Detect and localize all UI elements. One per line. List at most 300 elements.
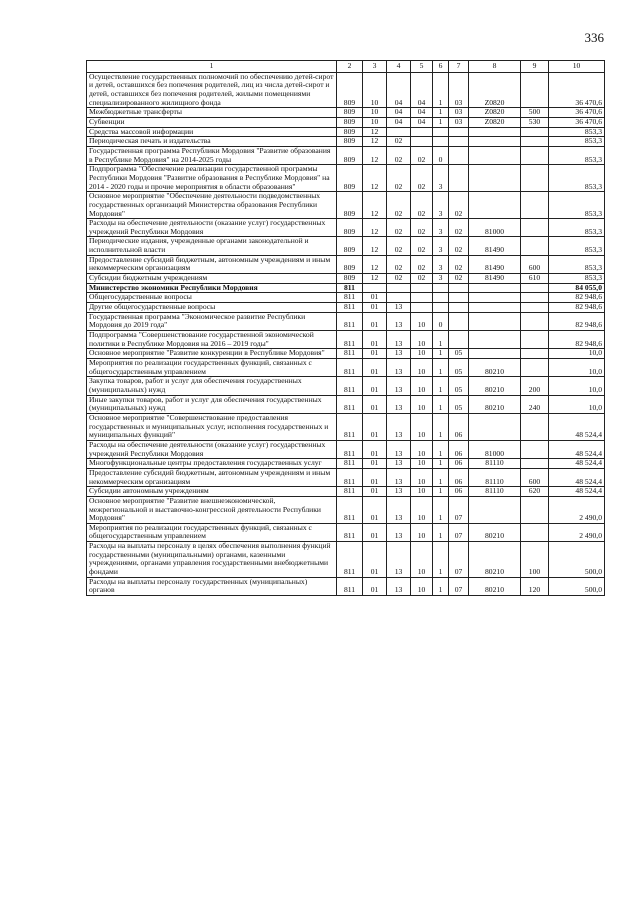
amount-value: 82 948,6 bbox=[549, 312, 605, 330]
subprogram-code bbox=[433, 283, 449, 293]
budget-item-name: Основное мероприятие "Развитие внешнеэкономической, межрегиональной и выставочно-конгрессной деятельности Республики Мордовия" bbox=[87, 496, 337, 523]
program-code: 10 bbox=[411, 413, 433, 440]
ministry-code: 809 bbox=[337, 137, 363, 147]
ministry-code: 811 bbox=[337, 440, 363, 458]
section-code: 01 bbox=[363, 312, 387, 330]
program-code: 10 bbox=[411, 312, 433, 330]
subsection-code bbox=[387, 293, 411, 303]
amount-value: 2 490,0 bbox=[549, 496, 605, 523]
program-code: 10 bbox=[411, 468, 433, 486]
subprogram-code: 0 bbox=[433, 312, 449, 330]
direction-code: 81490 bbox=[469, 274, 521, 284]
budget-item-name: Министерство экономики Республики Мордовия bbox=[87, 283, 337, 293]
column-header: 4 bbox=[387, 61, 411, 73]
event-code: 05 bbox=[449, 395, 469, 413]
budget-item-name: Средства массовой информации bbox=[87, 127, 337, 137]
budget-item-name: Предоставление субсидий бюджетным, автономным учреждениям и иным некоммерческим организациям bbox=[87, 255, 337, 273]
amount-value: 853,3 bbox=[549, 146, 605, 164]
program-code: 10 bbox=[411, 359, 433, 377]
program-code: 10 bbox=[411, 523, 433, 541]
expense-type-code bbox=[521, 459, 549, 469]
direction-code: 80210 bbox=[469, 359, 521, 377]
direction-code: 80210 bbox=[469, 577, 521, 595]
subsection-code: 02 bbox=[387, 137, 411, 147]
section-code: 10 bbox=[363, 117, 387, 127]
program-code: 04 bbox=[411, 72, 433, 108]
program-code: 02 bbox=[411, 192, 433, 219]
amount-value: 10,0 bbox=[549, 359, 605, 377]
ministry-code: 809 bbox=[337, 146, 363, 164]
table-row bbox=[87, 72, 605, 108]
subsection-code: 13 bbox=[387, 577, 411, 595]
subsection-code: 13 bbox=[387, 542, 411, 578]
subsection-code: 13 bbox=[387, 349, 411, 359]
column-header: 1 bbox=[87, 61, 337, 73]
program-code: 10 bbox=[411, 487, 433, 497]
direction-code: 80210 bbox=[469, 395, 521, 413]
expense-type-code: 200 bbox=[521, 377, 549, 395]
subprogram-code: 0 bbox=[433, 146, 449, 164]
program-code: 10 bbox=[411, 459, 433, 469]
amount-value: 10,0 bbox=[549, 349, 605, 359]
event-code bbox=[449, 312, 469, 330]
budget-item-name: Субвенции bbox=[87, 117, 337, 127]
expense-type-code: 620 bbox=[521, 487, 549, 497]
expense-type-code bbox=[521, 219, 549, 237]
subprogram-code: 1 bbox=[433, 542, 449, 578]
event-code: 02 bbox=[449, 192, 469, 219]
section-code: 12 bbox=[363, 237, 387, 255]
column-header: 10 bbox=[549, 61, 605, 73]
subsection-code: 02 bbox=[387, 165, 411, 192]
amount-value: 84 055,0 bbox=[549, 283, 605, 293]
event-code bbox=[449, 127, 469, 137]
table-row bbox=[87, 219, 605, 237]
event-code: 06 bbox=[449, 440, 469, 458]
direction-code bbox=[469, 146, 521, 164]
column-header: 2 bbox=[337, 61, 363, 73]
amount-value: 853,3 bbox=[549, 255, 605, 273]
event-code: 07 bbox=[449, 523, 469, 541]
subsection-code: 13 bbox=[387, 312, 411, 330]
ministry-code: 809 bbox=[337, 255, 363, 273]
table-row bbox=[87, 312, 605, 330]
subsection-code bbox=[387, 127, 411, 137]
amount-value: 36 470,6 bbox=[549, 72, 605, 108]
expense-type-code bbox=[521, 440, 549, 458]
budget-item-name: Подпрограмма "Обеспечение реализации государственной программы Республики Мордовия "Развитие образования в Республике Мордовия" на 2014 - 2020 годы и прочие мероприятия в области образования" bbox=[87, 165, 337, 192]
budget-item-name: Основное мероприятие "Развитие конкуренции в Республике Мордовия" bbox=[87, 349, 337, 359]
direction-code: 80210 bbox=[469, 542, 521, 578]
direction-code: 81490 bbox=[469, 255, 521, 273]
program-code: 10 bbox=[411, 331, 433, 349]
direction-code bbox=[469, 127, 521, 137]
section-code: 01 bbox=[363, 487, 387, 497]
table-row bbox=[87, 108, 605, 118]
subprogram-code: 1 bbox=[433, 487, 449, 497]
ministry-code: 811 bbox=[337, 523, 363, 541]
amount-value: 48 524,4 bbox=[549, 487, 605, 497]
amount-value: 500,0 bbox=[549, 542, 605, 578]
program-code: 02 bbox=[411, 146, 433, 164]
ministry-code: 809 bbox=[337, 108, 363, 118]
direction-code bbox=[469, 496, 521, 523]
section-code: 12 bbox=[363, 255, 387, 273]
event-code: 06 bbox=[449, 413, 469, 440]
direction-code: 81000 bbox=[469, 440, 521, 458]
table-row bbox=[87, 127, 605, 137]
subprogram-code: 3 bbox=[433, 237, 449, 255]
event-code: 03 bbox=[449, 108, 469, 118]
subprogram-code: 1 bbox=[433, 523, 449, 541]
expense-type-code: 100 bbox=[521, 542, 549, 578]
subprogram-code: 1 bbox=[433, 413, 449, 440]
expense-type-code bbox=[521, 137, 549, 147]
direction-code bbox=[469, 192, 521, 219]
amount-value: 36 470,6 bbox=[549, 108, 605, 118]
column-header: 8 bbox=[469, 61, 521, 73]
budget-item-name: Субсидии бюджетным учреждениям bbox=[87, 274, 337, 284]
budget-item-name: Общегосударственные вопросы bbox=[87, 293, 337, 303]
column-header: 5 bbox=[411, 61, 433, 73]
amount-value: 853,3 bbox=[549, 165, 605, 192]
program-code: 02 bbox=[411, 237, 433, 255]
ministry-code: 811 bbox=[337, 459, 363, 469]
event-code bbox=[449, 137, 469, 147]
subprogram-code: 1 bbox=[433, 331, 449, 349]
expense-type-code bbox=[521, 146, 549, 164]
budget-item-name: Субсидии автономным учреждениям bbox=[87, 487, 337, 497]
subsection-code: 13 bbox=[387, 468, 411, 486]
subsection-code: 02 bbox=[387, 219, 411, 237]
program-code: 02 bbox=[411, 255, 433, 273]
ministry-code: 809 bbox=[337, 192, 363, 219]
ministry-code: 811 bbox=[337, 542, 363, 578]
ministry-code: 811 bbox=[337, 283, 363, 293]
section-code: 01 bbox=[363, 377, 387, 395]
expense-type-code bbox=[521, 165, 549, 192]
amount-value: 500,0 bbox=[549, 577, 605, 595]
subsection-code: 02 bbox=[387, 146, 411, 164]
subprogram-code bbox=[433, 137, 449, 147]
amount-value: 853,3 bbox=[549, 192, 605, 219]
expense-type-code: 530 bbox=[521, 117, 549, 127]
amount-value: 48 524,4 bbox=[549, 468, 605, 486]
event-code bbox=[449, 283, 469, 293]
expense-type-code bbox=[521, 349, 549, 359]
ministry-code: 811 bbox=[337, 395, 363, 413]
subprogram-code: 1 bbox=[433, 577, 449, 595]
subprogram-code: 3 bbox=[433, 274, 449, 284]
subsection-code: 04 bbox=[387, 108, 411, 118]
subsection-code: 13 bbox=[387, 440, 411, 458]
subsection-code: 04 bbox=[387, 72, 411, 108]
section-code: 12 bbox=[363, 165, 387, 192]
budget-item-name: Основное мероприятие "Совершенствование предоставления государственных и муниципальных услуг, исполнения государственных и муниципальных функций" bbox=[87, 413, 337, 440]
budget-item-name: Государственная программа Республики Мордовия "Развитие образования в Республике Мордовия" на 2014-2025 годы bbox=[87, 146, 337, 164]
table-row bbox=[87, 496, 605, 523]
program-code: 02 bbox=[411, 274, 433, 284]
ministry-code: 811 bbox=[337, 577, 363, 595]
budget-item-name: Мероприятия по реализации государственных функций, связанных с общегосударственным управлением bbox=[87, 359, 337, 377]
event-code: 06 bbox=[449, 468, 469, 486]
event-code: 02 bbox=[449, 219, 469, 237]
subsection-code: 13 bbox=[387, 459, 411, 469]
table-row bbox=[87, 274, 605, 284]
subprogram-code: 1 bbox=[433, 72, 449, 108]
program-code: 02 bbox=[411, 165, 433, 192]
subprogram-code bbox=[433, 293, 449, 303]
table-row bbox=[87, 577, 605, 595]
direction-code: 81490 bbox=[469, 237, 521, 255]
section-code: 01 bbox=[363, 496, 387, 523]
ministry-code: 809 bbox=[337, 274, 363, 284]
column-header: 7 bbox=[449, 61, 469, 73]
amount-value: 2 490,0 bbox=[549, 523, 605, 541]
page-number: 336 bbox=[584, 30, 604, 45]
amount-value: 10,0 bbox=[549, 377, 605, 395]
event-code: 07 bbox=[449, 577, 469, 595]
section-code: 10 bbox=[363, 108, 387, 118]
amount-value: 10,0 bbox=[549, 395, 605, 413]
subprogram-code: 1 bbox=[433, 349, 449, 359]
subprogram-code: 1 bbox=[433, 395, 449, 413]
subsection-code: 13 bbox=[387, 331, 411, 349]
table-row bbox=[87, 283, 605, 293]
amount-value: 82 948,6 bbox=[549, 293, 605, 303]
table-row bbox=[87, 440, 605, 458]
direction-code: Z0820 bbox=[469, 72, 521, 108]
column-header: 6 bbox=[433, 61, 449, 73]
subprogram-code: 1 bbox=[433, 459, 449, 469]
section-code: 01 bbox=[363, 395, 387, 413]
ministry-code: 811 bbox=[337, 359, 363, 377]
budget-item-name: Подпрограмма "Совершенствование государственной экономической политики в Республике Мордовия на 2016 – 2019 годы" bbox=[87, 331, 337, 349]
direction-code bbox=[469, 137, 521, 147]
section-code: 12 bbox=[363, 127, 387, 137]
direction-code bbox=[469, 303, 521, 313]
table-row bbox=[87, 542, 605, 578]
section-code bbox=[363, 283, 387, 293]
table-row bbox=[87, 468, 605, 486]
ministry-code: 809 bbox=[337, 165, 363, 192]
subsection-code: 13 bbox=[387, 496, 411, 523]
amount-value: 82 948,6 bbox=[549, 303, 605, 313]
section-code: 12 bbox=[363, 192, 387, 219]
subsection-code: 13 bbox=[387, 413, 411, 440]
expense-type-code: 240 bbox=[521, 395, 549, 413]
subprogram-code: 1 bbox=[433, 468, 449, 486]
expense-type-code bbox=[521, 127, 549, 137]
ministry-code: 811 bbox=[337, 413, 363, 440]
subprogram-code bbox=[433, 303, 449, 313]
program-code bbox=[411, 283, 433, 293]
subprogram-code: 3 bbox=[433, 165, 449, 192]
direction-code bbox=[469, 331, 521, 349]
table-row bbox=[87, 359, 605, 377]
amount-value: 853,3 bbox=[549, 219, 605, 237]
section-code: 01 bbox=[363, 359, 387, 377]
direction-code: Z0820 bbox=[469, 108, 521, 118]
subsection-code: 13 bbox=[387, 523, 411, 541]
budget-table bbox=[86, 60, 605, 596]
table-row bbox=[87, 237, 605, 255]
ministry-code: 809 bbox=[337, 117, 363, 127]
budget-item-name: Закупка товаров, работ и услуг для обеспечения государственных (муниципальных) нужд bbox=[87, 377, 337, 395]
amount-value: 48 524,4 bbox=[549, 459, 605, 469]
program-code: 10 bbox=[411, 395, 433, 413]
expense-type-code bbox=[521, 192, 549, 219]
subsection-code: 13 bbox=[387, 359, 411, 377]
column-header: 9 bbox=[521, 61, 549, 73]
header-row bbox=[87, 61, 605, 73]
expense-type-code bbox=[521, 283, 549, 293]
event-code: 07 bbox=[449, 496, 469, 523]
table-row bbox=[87, 146, 605, 164]
expense-type-code: 500 bbox=[521, 108, 549, 118]
expense-type-code bbox=[521, 237, 549, 255]
table-row bbox=[87, 349, 605, 359]
table-row bbox=[87, 117, 605, 127]
subsection-code: 13 bbox=[387, 377, 411, 395]
direction-code bbox=[469, 293, 521, 303]
amount-value: 853,3 bbox=[549, 274, 605, 284]
expense-type-code: 120 bbox=[521, 577, 549, 595]
event-code bbox=[449, 146, 469, 164]
budget-item-name: Расходы на обеспечение деятельности (оказание услуг) государственных учреждений Республики Мордовия bbox=[87, 440, 337, 458]
subprogram-code: 1 bbox=[433, 117, 449, 127]
subprogram-code: 3 bbox=[433, 192, 449, 219]
table-row bbox=[87, 395, 605, 413]
budget-item-name: Периодическая печать и издательства bbox=[87, 137, 337, 147]
section-code: 01 bbox=[363, 542, 387, 578]
section-code: 12 bbox=[363, 146, 387, 164]
section-code: 12 bbox=[363, 274, 387, 284]
table-row bbox=[87, 487, 605, 497]
amount-value: 853,3 bbox=[549, 127, 605, 137]
amount-value: 853,3 bbox=[549, 237, 605, 255]
subsection-code: 13 bbox=[387, 303, 411, 313]
section-code: 01 bbox=[363, 459, 387, 469]
event-code bbox=[449, 303, 469, 313]
ministry-code: 811 bbox=[337, 468, 363, 486]
section-code: 12 bbox=[363, 219, 387, 237]
event-code: 07 bbox=[449, 542, 469, 578]
table-row bbox=[87, 523, 605, 541]
table-row bbox=[87, 165, 605, 192]
direction-code bbox=[469, 283, 521, 293]
program-code: 10 bbox=[411, 440, 433, 458]
expense-type-code bbox=[521, 72, 549, 108]
event-code: 02 bbox=[449, 255, 469, 273]
ministry-code: 809 bbox=[337, 237, 363, 255]
ministry-code: 811 bbox=[337, 487, 363, 497]
section-code: 12 bbox=[363, 137, 387, 147]
event-code: 03 bbox=[449, 72, 469, 108]
direction-code: 80210 bbox=[469, 523, 521, 541]
table-row bbox=[87, 331, 605, 349]
ministry-code: 811 bbox=[337, 331, 363, 349]
subprogram-code: 3 bbox=[433, 255, 449, 273]
budget-item-name: Основное мероприятие "Обеспечение деятельности подведомственных государственных организаций Министерства образования Республики Мордовия" bbox=[87, 192, 337, 219]
subprogram-code: 1 bbox=[433, 108, 449, 118]
budget-item-name: Расходы на выплаты персоналу государственных (муниципальных) органов bbox=[87, 577, 337, 595]
ministry-code: 811 bbox=[337, 349, 363, 359]
section-code: 01 bbox=[363, 293, 387, 303]
direction-code bbox=[469, 349, 521, 359]
event-code bbox=[449, 165, 469, 192]
section-code: 01 bbox=[363, 413, 387, 440]
section-code: 01 bbox=[363, 468, 387, 486]
ministry-code: 811 bbox=[337, 377, 363, 395]
ministry-code: 809 bbox=[337, 219, 363, 237]
program-code bbox=[411, 137, 433, 147]
ministry-code: 809 bbox=[337, 72, 363, 108]
direction-code: 81110 bbox=[469, 468, 521, 486]
direction-code: 80210 bbox=[469, 377, 521, 395]
column-header: 3 bbox=[363, 61, 387, 73]
budget-item-name: Другие общегосударственные вопросы bbox=[87, 303, 337, 313]
budget-item-name: Расходы на обеспечение деятельности (оказание услуг) государственных учреждений Республики Мордовия bbox=[87, 219, 337, 237]
expense-type-code bbox=[521, 523, 549, 541]
budget-item-name: Мероприятия по реализации государственных функций, связанных с общегосударственным управлением bbox=[87, 523, 337, 541]
program-code: 04 bbox=[411, 117, 433, 127]
expense-type-code bbox=[521, 413, 549, 440]
program-code bbox=[411, 293, 433, 303]
amount-value: 82 948,6 bbox=[549, 331, 605, 349]
subsection-code: 04 bbox=[387, 117, 411, 127]
ministry-code: 811 bbox=[337, 312, 363, 330]
direction-code bbox=[469, 413, 521, 440]
section-code: 01 bbox=[363, 523, 387, 541]
subsection-code: 13 bbox=[387, 395, 411, 413]
direction-code: 81110 bbox=[469, 459, 521, 469]
budget-item-name: Предоставление субсидий бюджетным, автономным учреждениям и иным некоммерческим организациям bbox=[87, 468, 337, 486]
subprogram-code bbox=[433, 127, 449, 137]
subprogram-code: 1 bbox=[433, 377, 449, 395]
table-row bbox=[87, 192, 605, 219]
program-code bbox=[411, 303, 433, 313]
event-code: 06 bbox=[449, 459, 469, 469]
section-code: 01 bbox=[363, 349, 387, 359]
section-code: 01 bbox=[363, 440, 387, 458]
expense-type-code: 600 bbox=[521, 468, 549, 486]
event-code: 05 bbox=[449, 349, 469, 359]
amount-value: 48 524,4 bbox=[549, 413, 605, 440]
subsection-code bbox=[387, 283, 411, 293]
ministry-code: 809 bbox=[337, 127, 363, 137]
budget-item-name: Государственная программа "Экономическое развитие Республики Мордовия до 2019 года" bbox=[87, 312, 337, 330]
ministry-code: 811 bbox=[337, 303, 363, 313]
program-code bbox=[411, 127, 433, 137]
program-code: 10 bbox=[411, 377, 433, 395]
table-row bbox=[87, 293, 605, 303]
section-code: 01 bbox=[363, 303, 387, 313]
section-code: 01 bbox=[363, 577, 387, 595]
event-code bbox=[449, 331, 469, 349]
program-code: 10 bbox=[411, 577, 433, 595]
ministry-code: 811 bbox=[337, 293, 363, 303]
event-code: 02 bbox=[449, 274, 469, 284]
subprogram-code: 1 bbox=[433, 496, 449, 523]
table-row bbox=[87, 303, 605, 313]
event-code: 02 bbox=[449, 237, 469, 255]
table-row bbox=[87, 459, 605, 469]
table-row bbox=[87, 255, 605, 273]
expense-type-code bbox=[521, 303, 549, 313]
event-code: 05 bbox=[449, 377, 469, 395]
budget-item-name: Периодические издания, учрежденные органами законодательной и исполнительной власти bbox=[87, 237, 337, 255]
